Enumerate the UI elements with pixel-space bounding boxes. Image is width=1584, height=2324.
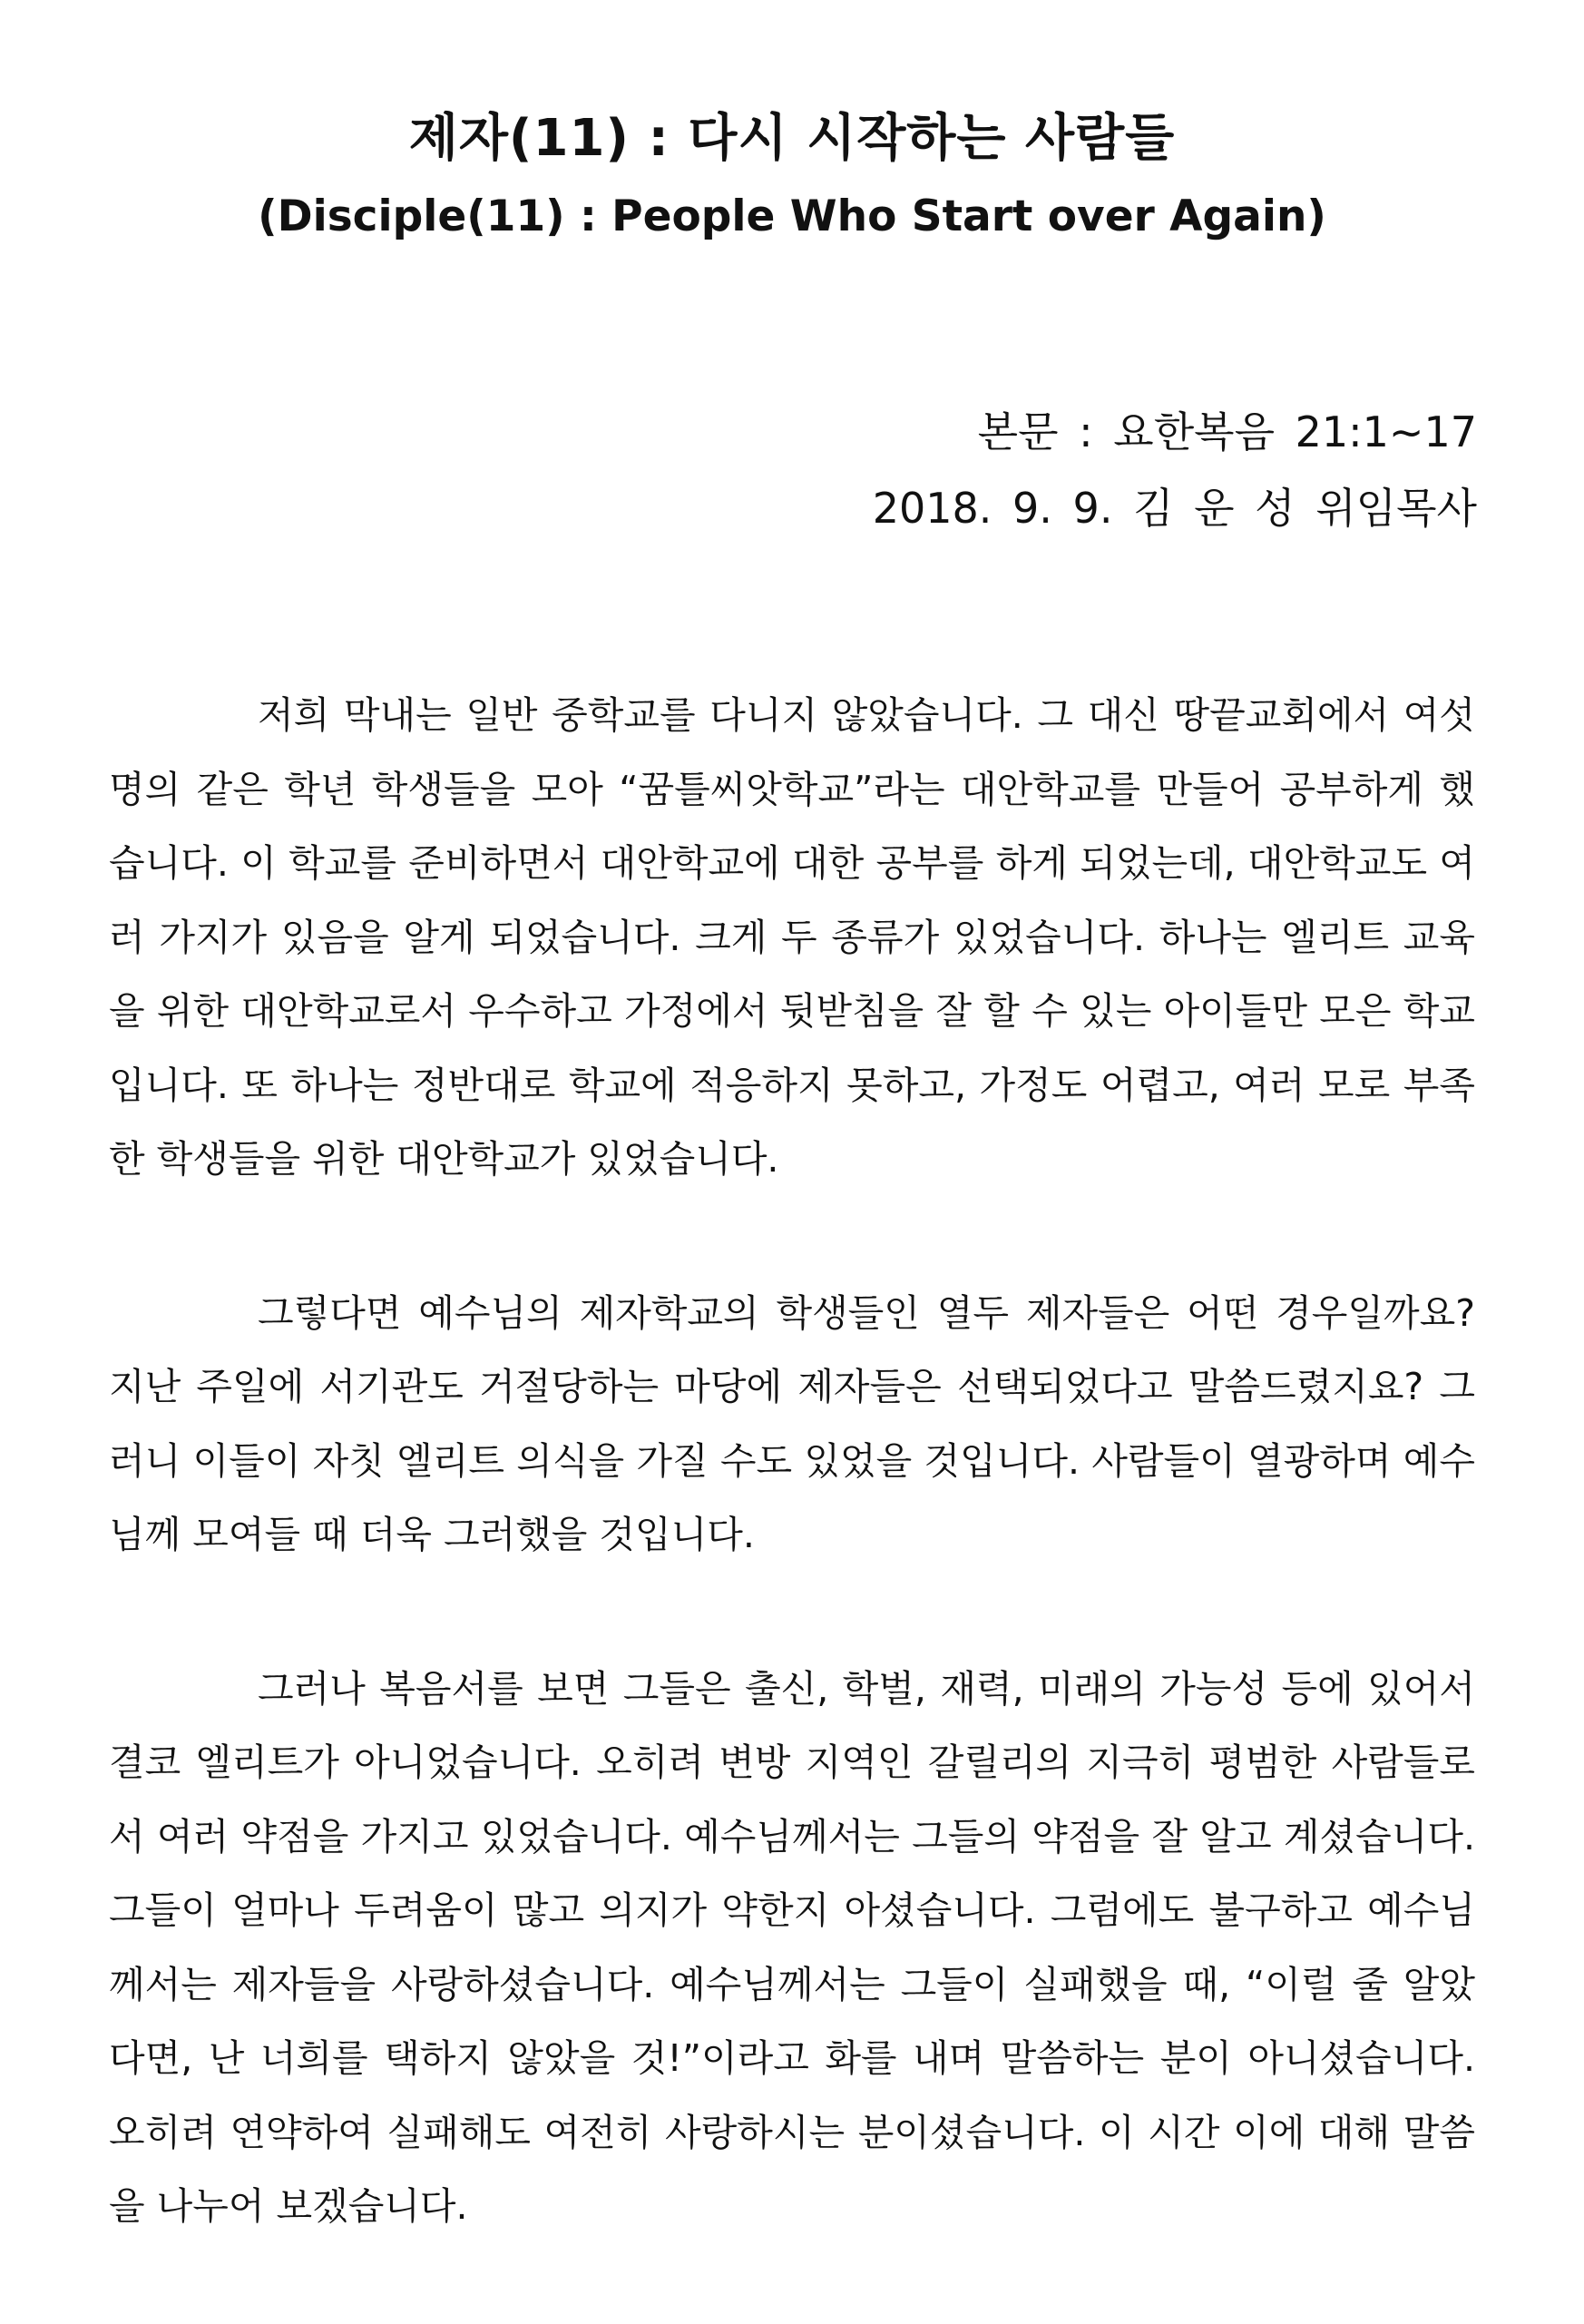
paragraph-2: 그렇다면 예수님의 제자학교의 학생들인 열두 제자들은 어떤 경우일까요? 지난 주일에 서기관도 거절당하는 마당에 제자들은 선택되었다고 말씀드렸지요? 그러니 이들이 자칫 엘리트 의식을 가질 수도 있었을 것입니다. 사람들이 열광하며 예수님께 모여들 때 더욱 그러했을 것입니다. (109, 1290, 1475, 1556)
paragraph-3: 그러나 복음서를 보면 그들은 출신, 학벌, 재력, 미래의 가능성 등에 있어서 결코 엘리트가 아니었습니다. 오히려 변방 지역인 갈릴리의 지극히 평범한 사람들로서 여러 약점을 가지고 있었습니다. 예수님께서는 그들의 약점을 잘 알고 계셨습니다. 그들이 얼마나 두려움이 많고 의지가 약한지 아셨습니다. 그럼에도 불구하고 예수님께서는 제자들을 사랑하셨습니다. 예수님께서는 그들이 실패했을 때, “이럴 줄 알았다면, 난 너희를 택하지 않았을 것!”이라고 화를 내며 말씀하는 분이 아니셨습니다. 오히려 연약하여 실패해도 여전히 사랑하시는 분이셨습니다. 이 시간 이에 대해 말씀을 나누어 보겠습니다. (109, 1666, 1475, 2228)
paragraph-1: 저희 막내는 일반 중학교를 다니지 않았습니다. 그 대신 땅끝교회에서 여섯 명의 같은 학년 학생들을 모아 “꿈틀씨앗학교”라는 대안학교를 만들어 공부하게 했습니다. 이 학교를 준비하면서 대안학교에 대한 공부를 하게 되었는데, 대안학교도 여러 가지가 있음을 알게 되었습니다. 크게 두 종류가 있었습니다. 하나는 엘리트 교육을 위한 대안학교로서 우수하고 가정에서 뒷받침을 잘 할 수 있는 아이들만 모은 학교입니다. 또 하나는 정반대로 학교에 적응하지 못하고, 가정도 어렵고, 여러 모로 부족한 학생들을 위한 대안학교가 있었습니다. (109, 693, 1475, 1181)
date-and-author: 2018. 9. 9. 김 운 성 위임목사 (872, 484, 1477, 533)
scripture-reference: 본문 : 요한복음 21:1~17 (977, 407, 1477, 456)
title-korean: 제자(11) : 다시 시작하는 사람들 (408, 109, 1176, 168)
title-english: (Disciple(11) : People Who Start over Again) (258, 191, 1326, 241)
sermon-body (109, 679, 1475, 2324)
